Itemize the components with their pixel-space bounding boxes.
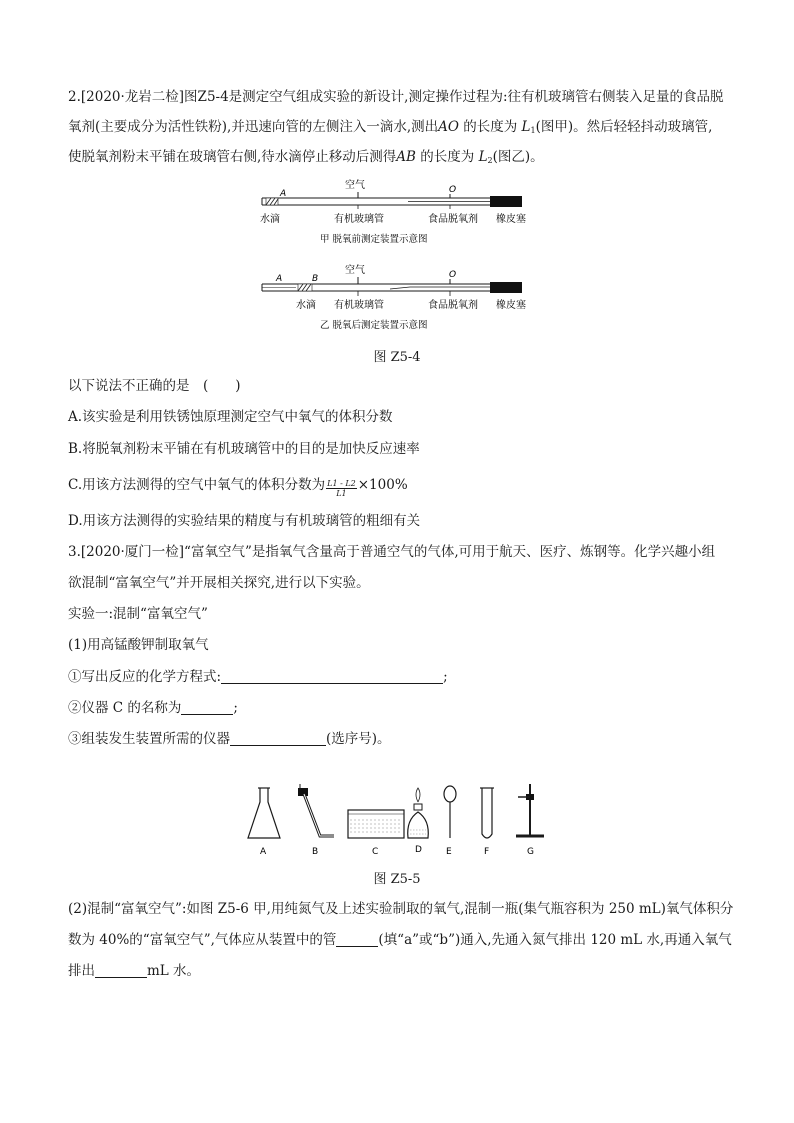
- figure-z5-5-caption: 图 Z5-5: [373, 872, 421, 887]
- q2-line1: 2.[2020·龙岩二检]图Z5-4是测定空气组成实验的新设计,测定操作过程为:往有机玻璃管右侧装入足量的食品脱: [68, 89, 724, 105]
- figure-z5-4: [250, 176, 550, 340]
- figure-z5-5: [240, 780, 560, 862]
- q2-option-c: C.用该方法测得的空气中氧气的体积分数为 $\frac{L1 - L2}{L1}$ ×100%: [68, 477, 408, 498]
- label-drop-yi: 水滴: [296, 300, 316, 311]
- q3-item3: ③组装发生装置所需的仪器 (选序号)。: [68, 731, 391, 747]
- label-deox-yi: 食品脱氧剂: [428, 300, 478, 311]
- answer-blank[interactable]: [95, 963, 147, 978]
- tube-yi: [262, 263, 526, 331]
- label-air-jia: 空气: [345, 180, 365, 191]
- apparatus-label: C: [372, 847, 379, 857]
- water-drop-hatch-yi: [298, 284, 312, 291]
- label-stopper-jia: 橡皮塞: [496, 214, 526, 225]
- label-a-jia: A: [280, 189, 287, 199]
- apparatus-label: E: [446, 847, 452, 857]
- q3-item1: ①写出反应的化学方程式: ;: [68, 669, 448, 685]
- answer-blank[interactable]: [230, 731, 326, 746]
- alcohol-lamp-icon: [408, 788, 429, 838]
- q2-option-a: A.该实验是利用铁锈蚀原理测定空气中氧气的体积分数: [68, 409, 393, 425]
- label-deox-jia: 食品脱氧剂: [428, 214, 478, 225]
- answer-blank[interactable]: [336, 932, 378, 947]
- label-a-yi: A: [276, 274, 283, 284]
- figure-z5-4-caption: 图 Z5-4: [373, 350, 421, 365]
- q3-line2: 欲混制“富氧空气”并开展相关探究,进行以下实验。: [68, 575, 370, 591]
- apparatus-label: B: [312, 847, 319, 857]
- q2-stem: 以下说法不正确的是 ( ): [68, 378, 241, 394]
- answer-blank[interactable]: [181, 700, 233, 715]
- water-drop-hatch-jia: [266, 198, 278, 205]
- iron-stand-icon: [516, 784, 544, 836]
- label-o-jia: O: [449, 185, 457, 195]
- q3-exp1: 实验一:混制“富氧空气”: [68, 606, 208, 622]
- caption-yi: 乙 脱氧后测定装置示意图: [320, 320, 428, 331]
- apparatus-label: F: [484, 847, 490, 857]
- label-air-yi: 空气: [345, 265, 365, 276]
- label-tube-jia: 有机玻璃管: [334, 214, 384, 225]
- q2-option-d: D.用该方法测得的实验结果的精度与有机玻璃管的粗细有关: [68, 513, 421, 529]
- q3-line1: 3.[2020·厦门一检]“富氧空气”是指氧气含量高于普通空气的气体,可用于航天、医疗、炼钢等。化学兴趣小组: [68, 544, 716, 560]
- label-o-yi: O: [449, 270, 457, 280]
- fraction: $\frac{L1 - L2}{L1}$: [327, 479, 356, 498]
- label-stopper-yi: 橡皮塞: [496, 300, 526, 311]
- q2-option-b: B.将脱氧剂粉末平铺在有机玻璃管中的目的是加快反应速率: [68, 441, 420, 457]
- apparatus-label: A: [260, 847, 267, 857]
- caption-jia: 甲 脱氧前测定装置示意图: [320, 234, 428, 245]
- q3-item2: ②仪器 C 的名称为 ;: [68, 700, 238, 716]
- funnel-icon: [444, 786, 456, 838]
- q2-line3: 使脱氧剂粉末平铺在玻璃管右侧,待水滴停止移动后测得AB 的长度为 $L_2$(图乙)。: [68, 149, 544, 165]
- conical-flask-icon: [248, 788, 280, 838]
- rubber-stopper-yi: [490, 282, 522, 293]
- stopper-tube-icon: [298, 784, 334, 836]
- q3-sub2-line3: 排出 mL 水。: [68, 963, 201, 979]
- rubber-stopper-jia: [490, 196, 522, 207]
- label-b-yi: B: [312, 274, 319, 284]
- label-drop-jia: 水滴: [260, 214, 280, 225]
- answer-blank[interactable]: [221, 669, 443, 684]
- apparatus-label: G: [527, 847, 534, 857]
- q2-line2: 氧剂(主要成分为活性铁粉),并迅速向管的左侧注入一滴水,测出AO 的长度为 $L_1$(图甲)。然后轻轻抖动玻璃管,: [68, 119, 713, 135]
- label-tube-yi: 有机玻璃管: [334, 300, 384, 311]
- water-trough-icon: [348, 810, 404, 838]
- apparatus-label: D: [415, 845, 422, 855]
- q3-sub1: (1)用高锰酸钾制取氧气: [68, 637, 209, 653]
- q3-sub2-line2: 数为 40%的“富氧空气”,气体应从装置中的管 (填“a”或“b”)通入,先通入氮气排出 120 mL 水,再通入氧气: [68, 932, 732, 948]
- tube-jia: [260, 178, 526, 245]
- q3-sub2-line1: (2)混制“富氧空气”:如图 Z5-6 甲,用纯氮气及上述实验制取的氧气,混制一瓶(集气瓶容积为 250 mL)氧气体积分: [68, 901, 734, 917]
- test-tube-icon: [480, 788, 494, 838]
